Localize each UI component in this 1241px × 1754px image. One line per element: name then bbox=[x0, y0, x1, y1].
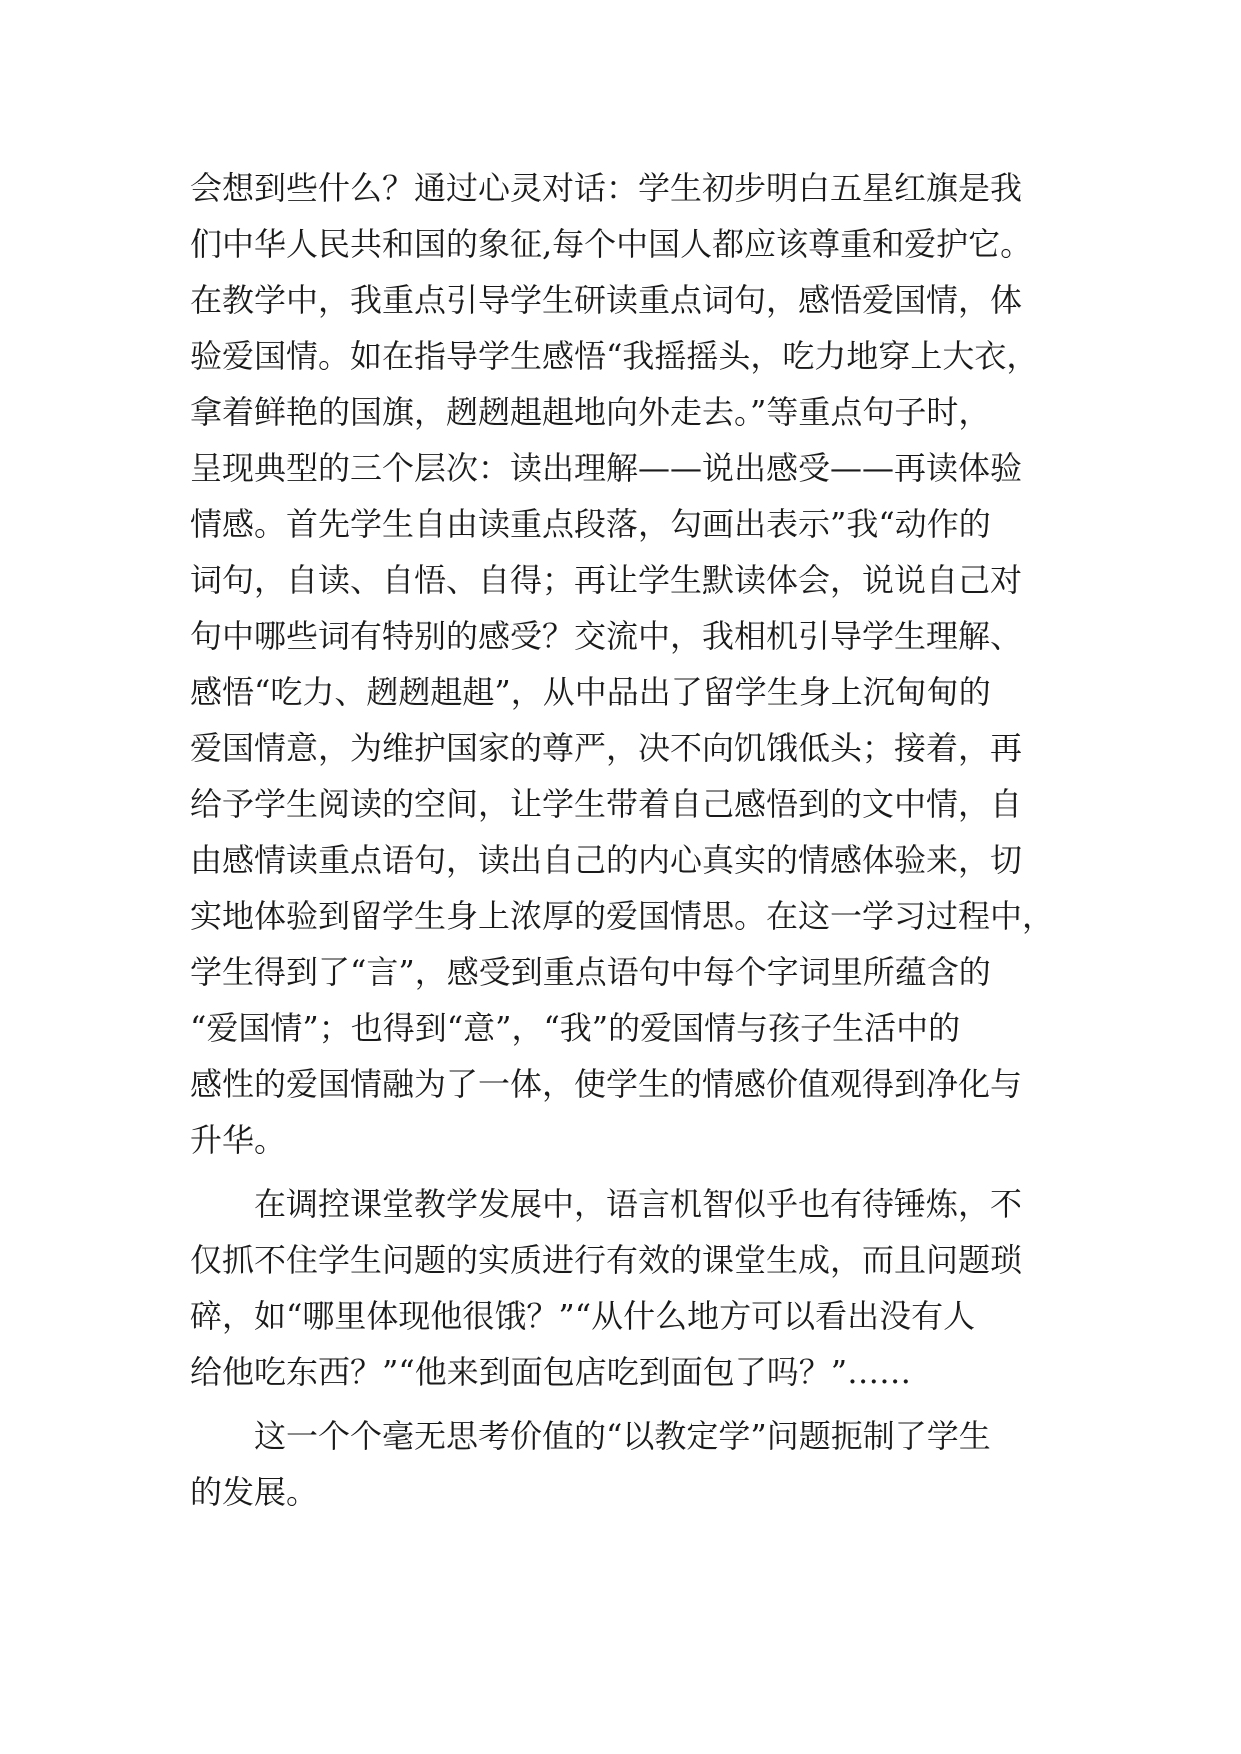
text-line: 学生得到了“言”，感受到重点语句中每个字词里所蕴含的 bbox=[190, 953, 991, 991]
text-line: 的发展。 bbox=[190, 1473, 319, 1511]
paragraph-1 bbox=[190, 160, 1070, 1168]
text-line: 实地体验到留学生身上浓厚的爱国情思。在这一学习过程中， bbox=[190, 897, 1055, 935]
text-line: 句中哪些词有特别的感受？交流中，我相机引导学生理解、 bbox=[190, 617, 1023, 655]
text-line: 呈现典型的三个层次：读出理解——说出感受——再读体验 bbox=[190, 449, 1023, 487]
text-line: 升华。 bbox=[190, 1121, 287, 1159]
text-line: “爱国情”；也得到“意”，“我”的爱国情与孩子生活中的 bbox=[190, 1009, 961, 1047]
text-line: 给予学生阅读的空间，让学生带着自己感悟到的文中情，自 bbox=[190, 785, 1023, 823]
text-line: 验爱国情。如在指导学生感悟“我摇摇头，吃力地穿上大衣， bbox=[190, 337, 1039, 375]
text-line: 仅抓不住学生问题的实质进行有效的课堂生成，而且问题琐 bbox=[190, 1241, 1023, 1279]
text-line: 词句，自读、自悟、自得；再让学生默读体会，说说自己对 bbox=[190, 561, 1023, 599]
text-line: 会想到些什么？通过心灵对话：学生初步明白五星红旗是我 bbox=[190, 169, 1023, 207]
paragraph-3 bbox=[190, 1408, 1070, 1520]
text-line: 爱国情意，为维护国家的尊严，决不向饥饿低头；接着，再 bbox=[190, 729, 1023, 767]
paragraph-2 bbox=[190, 1176, 1070, 1400]
text-line: 在教学中，我重点引导学生研读重点词句，感悟爱国情，体 bbox=[190, 281, 1023, 319]
text-line: 感悟“吃力、趔趔趄趄”，从中品出了留学生身上沉甸甸的 bbox=[190, 673, 991, 711]
text-line: 情感。首先学生自由读重点段落，勾画出表示”我“动作的 bbox=[190, 505, 991, 543]
text-line: 给他吃东西？”“他来到面包店吃到面包了吗？”…… bbox=[190, 1353, 912, 1391]
text-line: 们中华人民共和国的象征,每个中国人都应该尊重和爱护它。 bbox=[190, 225, 1033, 263]
text-line: 这一个个毫无思考价值的“以教定学”问题扼制了学生 bbox=[254, 1417, 991, 1455]
document-body bbox=[190, 160, 1070, 1520]
text-line: 由感情读重点语句，读出自己的内心真实的情感体验来，切 bbox=[190, 841, 1023, 879]
text-line: 拿着鲜艳的国旗，趔趔趄趄地向外走去。”等重点句子时， bbox=[190, 393, 991, 431]
text-line: 在调控课堂教学发展中，语言机智似乎也有待锤炼，不 bbox=[254, 1185, 1023, 1223]
text-line: 碎，如“哪里体现他很饿？”“从什么地方可以看出没有人 bbox=[190, 1297, 976, 1335]
text-line: 感性的爱国情融为了一体，使学生的情感价值观得到净化与 bbox=[190, 1065, 1023, 1103]
